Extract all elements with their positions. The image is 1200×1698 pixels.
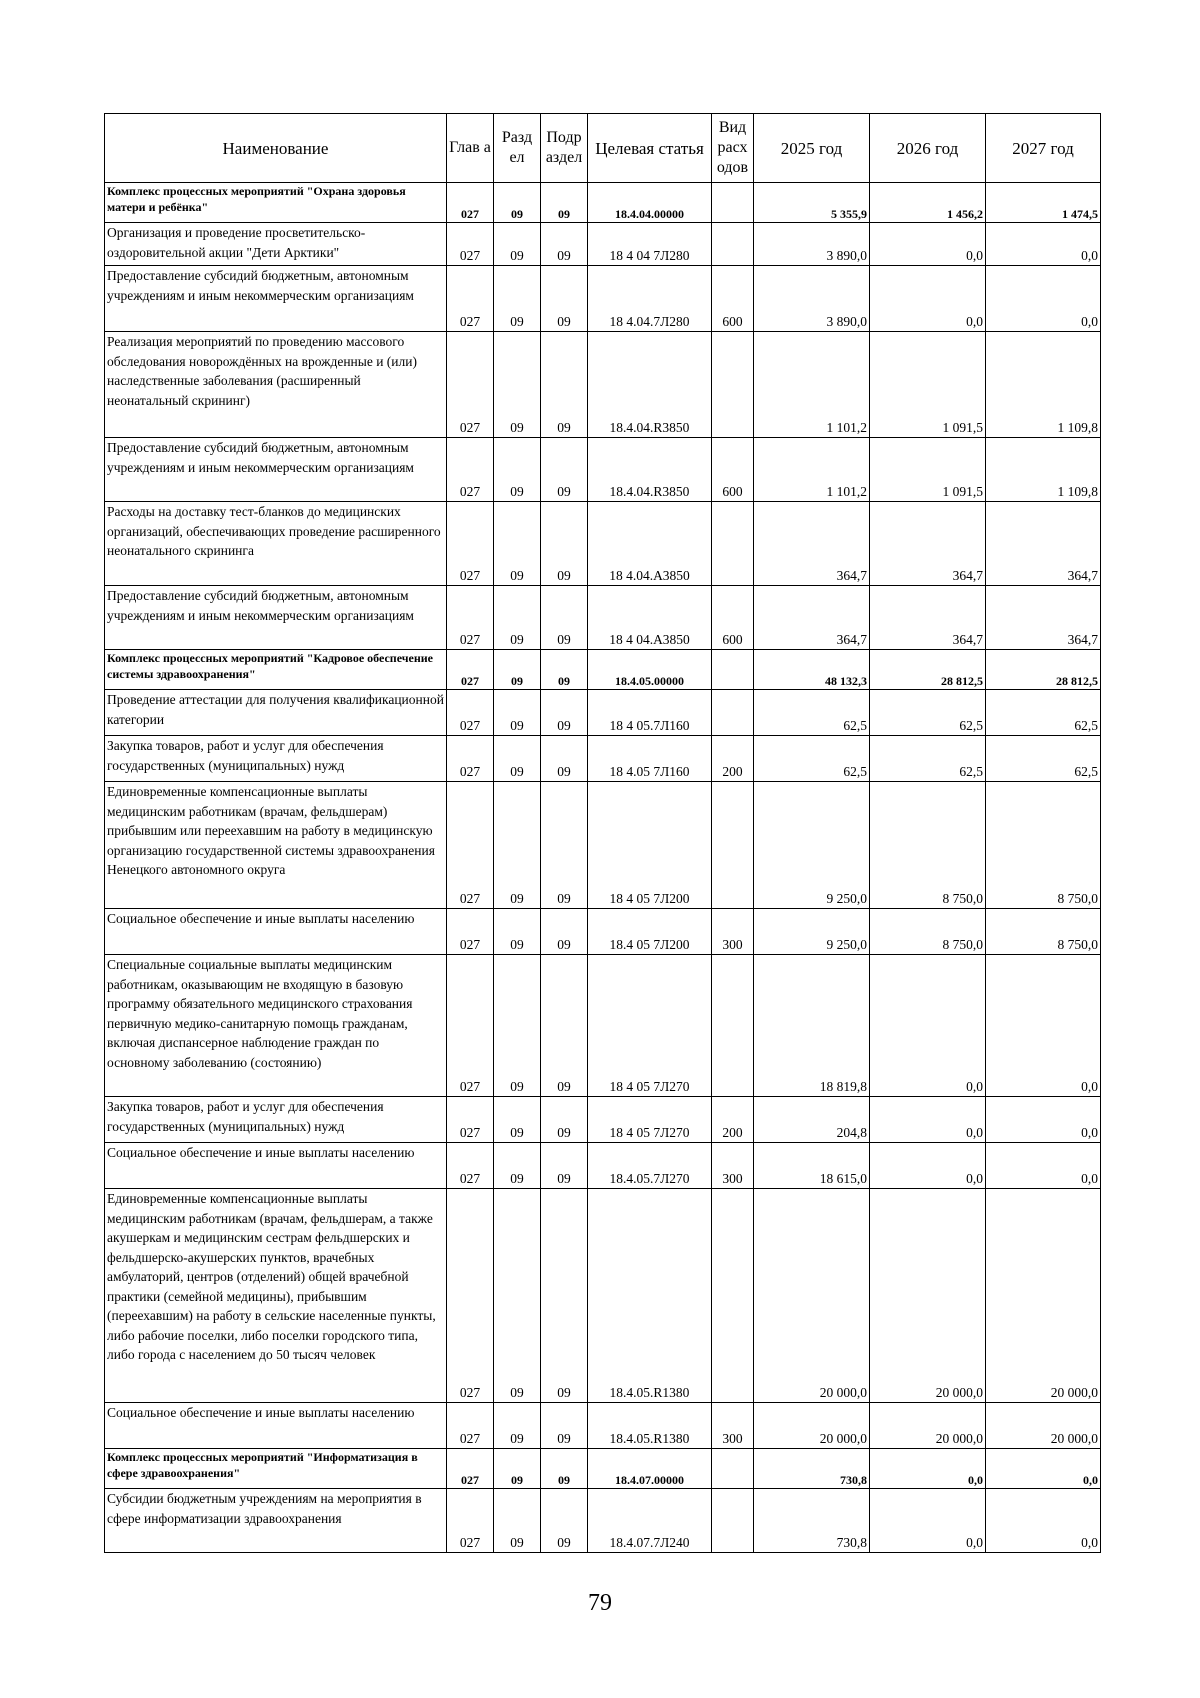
- cell-2025: 364,7: [754, 502, 870, 586]
- cell-glava: 027: [447, 909, 494, 955]
- header-razdel: Разд ел: [494, 114, 541, 183]
- table-row: [105, 909, 1101, 955]
- table-row: [105, 955, 1101, 1097]
- cell-2026: 364,7: [870, 586, 986, 650]
- cell-podrazdel: 09: [541, 1097, 588, 1143]
- cell-vid: [712, 782, 754, 909]
- cell-name: Предоставление субсидий бюджетным, автономным учреждениям и иным некоммерческим организациям: [105, 438, 447, 502]
- cell-2027: 1 474,5: [986, 183, 1101, 223]
- cell-2025: 62,5: [754, 736, 870, 782]
- cell-glava: 027: [447, 955, 494, 1097]
- budget-table: [104, 113, 1101, 1553]
- cell-2026: 364,7: [870, 502, 986, 586]
- cell-2026: 28 812,5: [870, 650, 986, 690]
- cell-2025: 1 101,2: [754, 438, 870, 502]
- cell-target: 18.4.04.R3850: [588, 332, 712, 438]
- cell-razdel: 09: [494, 586, 541, 650]
- cell-target: 18 4 05 7Л200: [588, 782, 712, 909]
- table-row: [105, 586, 1101, 650]
- table-row: [105, 1097, 1101, 1143]
- cell-2025: 364,7: [754, 586, 870, 650]
- cell-2027: 28 812,5: [986, 650, 1101, 690]
- cell-glava: 027: [447, 1403, 494, 1449]
- cell-podrazdel: 09: [541, 438, 588, 502]
- table-row: [105, 1143, 1101, 1189]
- cell-2027: 8 750,0: [986, 909, 1101, 955]
- cell-razdel: 09: [494, 502, 541, 586]
- cell-2026: 1 456,2: [870, 183, 986, 223]
- cell-vid: [712, 183, 754, 223]
- cell-vid: 300: [712, 909, 754, 955]
- table-group-row: [105, 650, 1101, 690]
- cell-glava: 027: [447, 266, 494, 332]
- cell-2025: 730,8: [754, 1489, 870, 1553]
- cell-target: 18 4 05.7Л160: [588, 690, 712, 736]
- cell-2025: 5 355,9: [754, 183, 870, 223]
- cell-glava: 027: [447, 586, 494, 650]
- cell-2025: 1 101,2: [754, 332, 870, 438]
- cell-2026: 62,5: [870, 690, 986, 736]
- cell-name: Социальное обеспечение и иные выплаты населению: [105, 1143, 447, 1189]
- cell-vid: [712, 332, 754, 438]
- cell-2026: 0,0: [870, 266, 986, 332]
- cell-name: Расходы на доставку тест-бланков до медицинских организаций, обеспечивающих проведение расширенного неонатального скрининга: [105, 502, 447, 586]
- cell-2027: 20 000,0: [986, 1403, 1101, 1449]
- cell-2026: 8 750,0: [870, 909, 986, 955]
- cell-name: Комплекс процессных мероприятий "Охрана здоровья матери и ребёнка": [105, 183, 447, 223]
- cell-podrazdel: 09: [541, 690, 588, 736]
- cell-target: 18 4.04.А3850: [588, 502, 712, 586]
- cell-vid: [712, 650, 754, 690]
- cell-2026: 0,0: [870, 1449, 986, 1489]
- cell-2027: 0,0: [986, 955, 1101, 1097]
- cell-name: Единовременные компенсационные выплаты медицинским работникам (врачам, фельдшерам) прибывшим или переехавшим на работу в медицинскую организацию государственной системы здравоохранения Ненецкого автономного округа: [105, 782, 447, 909]
- header-name: Наименование: [105, 114, 447, 183]
- cell-glava: 027: [447, 332, 494, 438]
- cell-2027: 62,5: [986, 690, 1101, 736]
- cell-podrazdel: 09: [541, 1143, 588, 1189]
- cell-target: 18.4 05 7Л200: [588, 909, 712, 955]
- cell-target: 18 4.04.7Л280: [588, 266, 712, 332]
- cell-podrazdel: 09: [541, 955, 588, 1097]
- cell-razdel: 09: [494, 1097, 541, 1143]
- cell-vid: [712, 502, 754, 586]
- cell-target: 18.4.05.R1380: [588, 1189, 712, 1403]
- cell-podrazdel: 09: [541, 223, 588, 266]
- cell-2025: 730,8: [754, 1449, 870, 1489]
- cell-glava: 027: [447, 782, 494, 909]
- cell-target: 18.4.05.R1380: [588, 1403, 712, 1449]
- table-group-row: [105, 183, 1101, 223]
- table-row: [105, 690, 1101, 736]
- table-row: [105, 223, 1101, 266]
- cell-glava: 027: [447, 650, 494, 690]
- cell-glava: 027: [447, 690, 494, 736]
- cell-razdel: 09: [494, 332, 541, 438]
- cell-glava: 027: [447, 1449, 494, 1489]
- cell-2026: 0,0: [870, 1489, 986, 1553]
- cell-name: Предоставление субсидий бюджетным, автономным учреждениям и иным некоммерческим организациям: [105, 266, 447, 332]
- header-2026: 2026 год: [870, 114, 986, 183]
- cell-podrazdel: 09: [541, 909, 588, 955]
- cell-name: Предоставление субсидий бюджетным, автономным учреждениям и иным некоммерческим организациям: [105, 586, 447, 650]
- cell-glava: 027: [447, 502, 494, 586]
- cell-name: Организация и проведение просветительско-оздоровительной акции "Дети Арктики": [105, 223, 447, 266]
- cell-2026: 0,0: [870, 1143, 986, 1189]
- table-header-row: [105, 114, 1101, 183]
- cell-2026: 20 000,0: [870, 1403, 986, 1449]
- cell-podrazdel: 09: [541, 502, 588, 586]
- cell-podrazdel: 09: [541, 1189, 588, 1403]
- cell-podrazdel: 09: [541, 586, 588, 650]
- header-2027: 2027 год: [986, 114, 1101, 183]
- cell-glava: 027: [447, 736, 494, 782]
- cell-2027: 20 000,0: [986, 1189, 1101, 1403]
- cell-vid: 600: [712, 266, 754, 332]
- cell-podrazdel: 09: [541, 1403, 588, 1449]
- cell-vid: 200: [712, 736, 754, 782]
- page-number: 79: [588, 1590, 612, 1616]
- table-row: [105, 502, 1101, 586]
- cell-target: 18.4.04.R3850: [588, 438, 712, 502]
- cell-name: Проведение аттестации для получения квалификационной категории: [105, 690, 447, 736]
- cell-2025: 18 819,8: [754, 955, 870, 1097]
- cell-glava: 027: [447, 1143, 494, 1189]
- cell-razdel: 09: [494, 909, 541, 955]
- cell-vid: 300: [712, 1403, 754, 1449]
- cell-2027: 0,0: [986, 1097, 1101, 1143]
- cell-2025: 62,5: [754, 690, 870, 736]
- cell-2026: 8 750,0: [870, 782, 986, 909]
- cell-2027: 1 109,8: [986, 332, 1101, 438]
- cell-podrazdel: 09: [541, 332, 588, 438]
- cell-2025: 9 250,0: [754, 782, 870, 909]
- cell-vid: [712, 1449, 754, 1489]
- cell-razdel: 09: [494, 183, 541, 223]
- cell-2026: 62,5: [870, 736, 986, 782]
- cell-target: 18.4.05.00000: [588, 650, 712, 690]
- cell-podrazdel: 09: [541, 1449, 588, 1489]
- cell-2025: 9 250,0: [754, 909, 870, 955]
- cell-target: 18.4.07.7Л240: [588, 1489, 712, 1553]
- cell-podrazdel: 09: [541, 266, 588, 332]
- cell-razdel: 09: [494, 438, 541, 502]
- cell-vid: 200: [712, 1097, 754, 1143]
- cell-2027: 0,0: [986, 1143, 1101, 1189]
- table-row: [105, 782, 1101, 909]
- cell-2027: 0,0: [986, 266, 1101, 332]
- cell-name: Социальное обеспечение и иные выплаты населению: [105, 1403, 447, 1449]
- cell-razdel: 09: [494, 690, 541, 736]
- cell-razdel: 09: [494, 266, 541, 332]
- cell-razdel: 09: [494, 736, 541, 782]
- cell-glava: 027: [447, 183, 494, 223]
- cell-podrazdel: 09: [541, 650, 588, 690]
- cell-target: 18 4 05 7Л270: [588, 1097, 712, 1143]
- cell-2025: 20 000,0: [754, 1189, 870, 1403]
- cell-target: 18.4.07.00000: [588, 1449, 712, 1489]
- cell-glava: 027: [447, 223, 494, 266]
- cell-name: Закупка товаров, работ и услуг для обеспечения государственных (муниципальных) нужд: [105, 736, 447, 782]
- cell-target: 18.4.04.00000: [588, 183, 712, 223]
- header-glava: Глав а: [447, 114, 494, 183]
- cell-vid: [712, 1189, 754, 1403]
- cell-name: Субсидии бюджетным учреждениям на мероприятия в сфере информатизации здравоохранения: [105, 1489, 447, 1553]
- cell-razdel: 09: [494, 1143, 541, 1189]
- cell-name: Реализация мероприятий по проведению массового обследования новорождённых на врожденные и (или) наследственные заболевания (расширенный неонатальный скрининг): [105, 332, 447, 438]
- table-row: [105, 1403, 1101, 1449]
- table-row: [105, 266, 1101, 332]
- cell-2027: 62,5: [986, 736, 1101, 782]
- cell-2026: 0,0: [870, 223, 986, 266]
- cell-razdel: 09: [494, 1449, 541, 1489]
- cell-2027: 0,0: [986, 223, 1101, 266]
- cell-2026: 0,0: [870, 1097, 986, 1143]
- table-row: [105, 1189, 1101, 1403]
- cell-2025: 204,8: [754, 1097, 870, 1143]
- cell-2026: 1 091,5: [870, 332, 986, 438]
- cell-2025: 48 132,3: [754, 650, 870, 690]
- cell-2025: 20 000,0: [754, 1403, 870, 1449]
- cell-glava: 027: [447, 1489, 494, 1553]
- table-row: [105, 438, 1101, 502]
- cell-2027: 8 750,0: [986, 782, 1101, 909]
- cell-glava: 027: [447, 438, 494, 502]
- cell-razdel: 09: [494, 1189, 541, 1403]
- table-row: [105, 1489, 1101, 1553]
- header-vid: Вид расх одов: [712, 114, 754, 183]
- cell-2027: 0,0: [986, 1449, 1101, 1489]
- cell-2026: 1 091,5: [870, 438, 986, 502]
- cell-razdel: 09: [494, 650, 541, 690]
- cell-2027: 364,7: [986, 502, 1101, 586]
- header-podrazdel: Подр аздел: [541, 114, 588, 183]
- cell-podrazdel: 09: [541, 736, 588, 782]
- cell-2027: 0,0: [986, 1489, 1101, 1553]
- cell-name: Закупка товаров, работ и услуг для обеспечения государственных (муниципальных) нужд: [105, 1097, 447, 1143]
- table-body: [105, 183, 1101, 1553]
- cell-razdel: 09: [494, 782, 541, 909]
- cell-name: Социальное обеспечение и иные выплаты населению: [105, 909, 447, 955]
- cell-podrazdel: 09: [541, 782, 588, 909]
- table-group-row: [105, 1449, 1101, 1489]
- cell-vid: 600: [712, 586, 754, 650]
- header-target: Целевая статья: [588, 114, 712, 183]
- cell-target: 18 4 04.А3850: [588, 586, 712, 650]
- cell-2025: 18 615,0: [754, 1143, 870, 1189]
- cell-glava: 027: [447, 1189, 494, 1403]
- cell-2026: 20 000,0: [870, 1189, 986, 1403]
- cell-razdel: 09: [494, 223, 541, 266]
- cell-vid: 600: [712, 438, 754, 502]
- cell-vid: 300: [712, 1143, 754, 1189]
- cell-vid: [712, 690, 754, 736]
- cell-podrazdel: 09: [541, 183, 588, 223]
- cell-2025: 3 890,0: [754, 223, 870, 266]
- cell-vid: [712, 223, 754, 266]
- cell-target: 18 4 04 7Л280: [588, 223, 712, 266]
- cell-podrazdel: 09: [541, 1489, 588, 1553]
- cell-2027: 364,7: [986, 586, 1101, 650]
- cell-name: Комплекс процессных мероприятий "Кадровое обеспечение системы здравоохранения": [105, 650, 447, 690]
- cell-2027: 1 109,8: [986, 438, 1101, 502]
- cell-razdel: 09: [494, 955, 541, 1097]
- cell-2026: 0,0: [870, 955, 986, 1097]
- cell-name: Специальные социальные выплаты медицинским работникам, оказывающим не входящую в базовую программу обязательного медицинского страхования первичную медико-санитарную помощь гражданам, включая диспансерное наблюдение граждан по основному заболеванию (состоянию): [105, 955, 447, 1097]
- cell-target: 18 4 05 7Л270: [588, 955, 712, 1097]
- cell-razdel: 09: [494, 1489, 541, 1553]
- cell-vid: [712, 1489, 754, 1553]
- cell-target: 18.4.05.7Л270: [588, 1143, 712, 1189]
- header-2025: 2025 год: [754, 114, 870, 183]
- cell-target: 18 4.05 7Л160: [588, 736, 712, 782]
- table-row: [105, 736, 1101, 782]
- cell-razdel: 09: [494, 1403, 541, 1449]
- cell-name: Единовременные компенсационные выплаты медицинским работникам (врачам, фельдшерам, а также акушеркам и медицинским сестрам фельдшерских и фельдшерско-акушерских пунктов, врачебных амбулаторий, центров (отделений) общей врачебной практики (семейной медицины), прибывшим (переехавшим) на работу в сельские населенные пункты, либо рабочие поселки, либо поселки городского типа, либо города с населением до 50 тысяч человек: [105, 1189, 447, 1403]
- cell-glava: 027: [447, 1097, 494, 1143]
- cell-2025: 3 890,0: [754, 266, 870, 332]
- cell-name: Комплекс процессных мероприятий "Информатизация в сфере здравоохранения": [105, 1449, 447, 1489]
- cell-vid: [712, 955, 754, 1097]
- table-row: [105, 332, 1101, 438]
